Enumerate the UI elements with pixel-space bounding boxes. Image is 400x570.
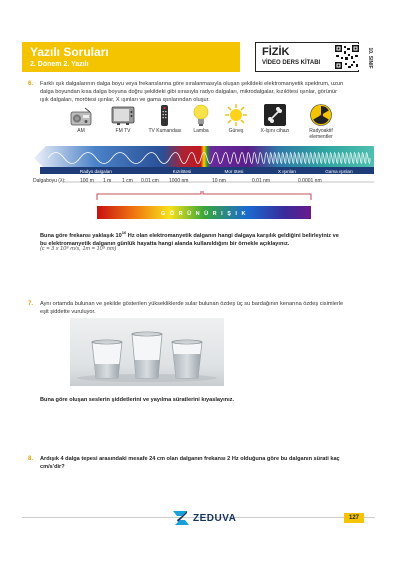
zeduva-logo-icon <box>173 511 189 525</box>
question-6-question-line-1 <box>40 229 380 240</box>
remote-control-icon <box>160 104 169 127</box>
wavelength-6: 10 nm <box>212 178 226 184</box>
band-x-ray: X ışınları <box>277 168 297 174</box>
question-6-q1-sup: 16 <box>121 230 127 235</box>
glass-middle <box>132 332 162 378</box>
radioactive-icon <box>310 104 332 126</box>
source-label-lamp: Lamba <box>193 128 209 134</box>
visible-light-callout <box>95 190 313 222</box>
source-label-fm-tv: FM TV <box>115 128 131 134</box>
wavelength-2: 1 m <box>103 178 112 184</box>
wavelength-7: 0.01 nm <box>252 178 271 184</box>
wavelength-1: 100 m <box>80 178 94 184</box>
glass-left <box>92 340 122 378</box>
question-6-note: (c = 3 x 10⁸ m/s, 1m = 10⁹ nm) <box>40 246 117 252</box>
water-glasses-photo <box>70 318 224 386</box>
source-label-am: AM <box>77 128 85 134</box>
brand-name: ZEDUVA <box>193 513 237 524</box>
question-6-number: 6. <box>28 81 34 87</box>
source-label-radioactive: Radyoaktif elementler <box>309 128 333 140</box>
page-number: 127 <box>344 513 364 523</box>
header-subtitle: 2. Dönem 2. Yazılı <box>30 61 89 68</box>
lamp-icon <box>193 104 209 127</box>
question-8-text <box>40 455 380 471</box>
wavelength-3: 1 cm <box>122 178 133 184</box>
source-label-sun: Güneş <box>228 128 244 134</box>
qr-code-icon[interactable] <box>334 44 360 70</box>
question-6-line-3: ışık dalgaları, morötesi ışınlar, X ışınları ve gama ışınlarından oluşur. <box>40 97 210 103</box>
tv-icon <box>111 106 135 126</box>
header-title: Yazılı Soruları <box>30 45 109 59</box>
wavelength-4: 0.01 cm <box>141 178 159 184</box>
question-6-question-line-2: bu elektromanyetik dalganın günlük hayatta hangi alanda kullanıldığını bir örnekle açıklayınız. <box>40 240 290 247</box>
visible-light-label: G Ö R Ü N Ü R I Ş I K <box>161 211 247 217</box>
book-subtitle: VİDEO DERS KİTABI <box>262 60 321 66</box>
question-7-intro <box>40 300 380 316</box>
band-radio: Radyo dalgaları <box>79 168 113 174</box>
grade-label <box>364 44 372 72</box>
question-6-intro <box>40 80 380 104</box>
source-label-x-ray: X-Işını cihazı <box>260 128 290 134</box>
question-7-line-1: Aynı ortamda bulunan ve şekilde gösterilen yüksekliklerde sular bulunan özdeş üç su bardağının kenarına özdeş cisimlerle <box>40 301 344 307</box>
band-gamma: Gama ışınları <box>325 168 353 174</box>
question-6-q1b: Hz olan elektromanyetik dalganın hangi dalgaya karşılık geldiğini belirleyiniz ve <box>126 232 339 239</box>
source-label-tv-remote: TV Kumandası <box>148 128 182 134</box>
question-7-number: 7. <box>28 301 34 307</box>
band-infrared: Kızılötesi <box>172 168 192 174</box>
question-8-line-2: cm/s'dir? <box>40 464 65 470</box>
spectrum-band <box>34 146 374 170</box>
book-title: FİZİK <box>262 46 290 58</box>
question-6-line-2: dalga boyundan kısa dalga boyuna doğru şekildeki gibi sırasıyla radyo dalgaları, mikrodalgalar, kızılötesi ışınlar, görünür <box>40 89 337 95</box>
sun-icon <box>225 104 247 126</box>
wavelength-5: 1000 nm <box>169 178 189 184</box>
grade-text: 10. SINIF <box>367 47 373 69</box>
glass-right <box>172 340 202 378</box>
question-6-line-1: Farklı ışık dalgalarının dalga boyu veya frekanslarına göre sıralanmasıyla oluşan şekildeki elektromanyetik spektrum, uzun <box>40 81 344 87</box>
x-ray-icon <box>263 103 287 127</box>
wavelength-8: 0.0001 nm <box>298 178 322 184</box>
radio-icon <box>70 108 92 126</box>
band-ultraviolet: Mor ötesi <box>224 168 244 174</box>
question-8-line-1: Ardışık 4 dalga tepesi arasındaki mesafe 24 cm olan dalganın frekansı 2 Hz olduğuna göre bu dalganın sürati kaç <box>40 456 340 462</box>
question-7-line-2: eşit şiddette vuruluyor. <box>40 309 96 315</box>
question-6-q1a: Buna göre frekansı yaklaşık 10 <box>40 232 122 239</box>
question-7-question: Buna göre oluşan seslerin şiddetlerini ve yayılma süratlerini kıyaslayınız. <box>40 397 234 403</box>
wavelength-axis-label: Dalgaboyu (λ): <box>33 178 66 184</box>
question-8-number: 8. <box>28 456 34 462</box>
